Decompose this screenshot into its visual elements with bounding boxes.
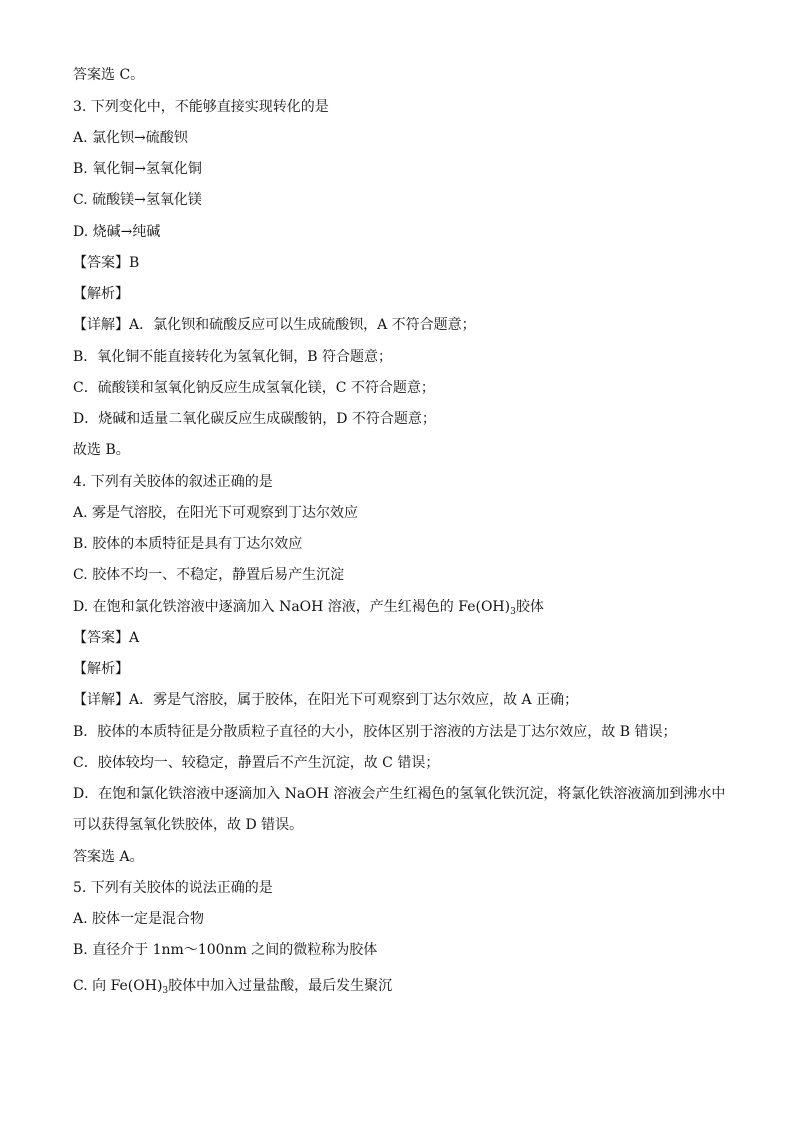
question-3-detail-d: D．烧碱和适量二氧化碳反应生成碳酸钠，D 不符合题意；: [73, 411, 436, 427]
question-5-option-c: [73, 976, 392, 996]
question-5-option-c-tail: 胶体中加入过量盐酸，最后发生聚沉: [168, 978, 393, 994]
question-3-stem: 3. 下列变化中，不能够直接实现转化的是: [73, 99, 329, 115]
question-4-option-c: C. 胶体不均一、不稳定，静置后易产生沉淀: [73, 567, 345, 583]
question-4-stem: 4. 下列有关胶体的叙述正确的是: [73, 474, 273, 490]
question-4-conclusion: 答案选 A。: [73, 849, 144, 865]
question-5-stem: 5. 下列有关胶体的说法正确的是: [73, 880, 273, 896]
subscript-3: 3: [510, 607, 516, 617]
question-3-detail-b: B．氧化铜不能直接转化为氢氧化铜，B 符合题意；: [73, 349, 393, 365]
question-3-detail-c: C．硫酸镁和氢氧化钠反应生成氢氧化镁，C 不符合题意；: [73, 380, 435, 396]
question-5-option-c-text: C. 向 Fe(OH): [73, 978, 163, 994]
question-3-conclusion: 故选 B。: [73, 442, 130, 458]
question-3-option-b: B. 氧化铜→氢氧化铜: [73, 161, 202, 177]
question-3-analysis-heading: 【解析】: [73, 286, 129, 302]
question-4-detail-a: 【详解】A．雾是气溶胶，属于胶体，在阳光下可观察到丁达尔效应，故 A 正确；: [73, 692, 579, 708]
question-4-detail-b: B．胶体的本质特征是分散质粒子直径的大小，胶体区别于溶液的方法是丁达尔效应，故 B 错误；: [73, 724, 677, 740]
question-5-option-b: B. 直径介于 1nm～100nm 之间的微粒称为胶体: [73, 942, 378, 958]
question-4-option-a: A. 雾是气溶胶，在阳光下可观察到丁达尔效应: [73, 505, 359, 521]
question-3-detail-a: 【详解】A．氯化钡和硫酸反应可以生成硫酸钡，A 不符合题意；: [73, 317, 476, 333]
question-3-option-d: D. 烧碱→纯碱: [73, 224, 161, 240]
question-4-detail-d: D．在饱和氯化铁溶液中逐滴加入 NaOH 溶液会产生红褐色的氢氧化铁沉淀，将氯化铁溶液滴加到沸水中: [73, 786, 726, 802]
subscript-3: 3: [162, 986, 169, 996]
question-3-answer: 【答案】B: [73, 255, 140, 271]
question-4-detail-c: C．胶体较均一、较稳定，静置后不产生沉淀，故 C 错误；: [73, 755, 440, 771]
question-4-analysis-heading: 【解析】: [73, 661, 129, 677]
question-3-option-c: C. 硫酸镁→氢氧化镁: [73, 192, 202, 208]
question-4-option-b: B. 胶体的本质特征是具有丁达尔效应: [73, 536, 303, 552]
question-4-option-d: [73, 597, 544, 617]
question-4-answer: 【答案】A: [73, 630, 140, 646]
question-4-detail-d-continued: 可以获得氢氧化铁胶体，故 D 错误。: [73, 817, 304, 833]
question-3-option-a: A. 氯化钡→硫酸钡: [73, 130, 188, 146]
question-5-option-a: A. 胶体一定是混合物: [73, 911, 205, 927]
answer-line-q2: 答案选 C。: [73, 67, 145, 83]
question-4-option-d-text: D. 在饱和氯化铁溶液中逐滴加入 NaOH 溶液，产生红褐色的 Fe(OH): [73, 599, 511, 615]
question-4-option-d-tail: 胶体: [515, 599, 544, 615]
